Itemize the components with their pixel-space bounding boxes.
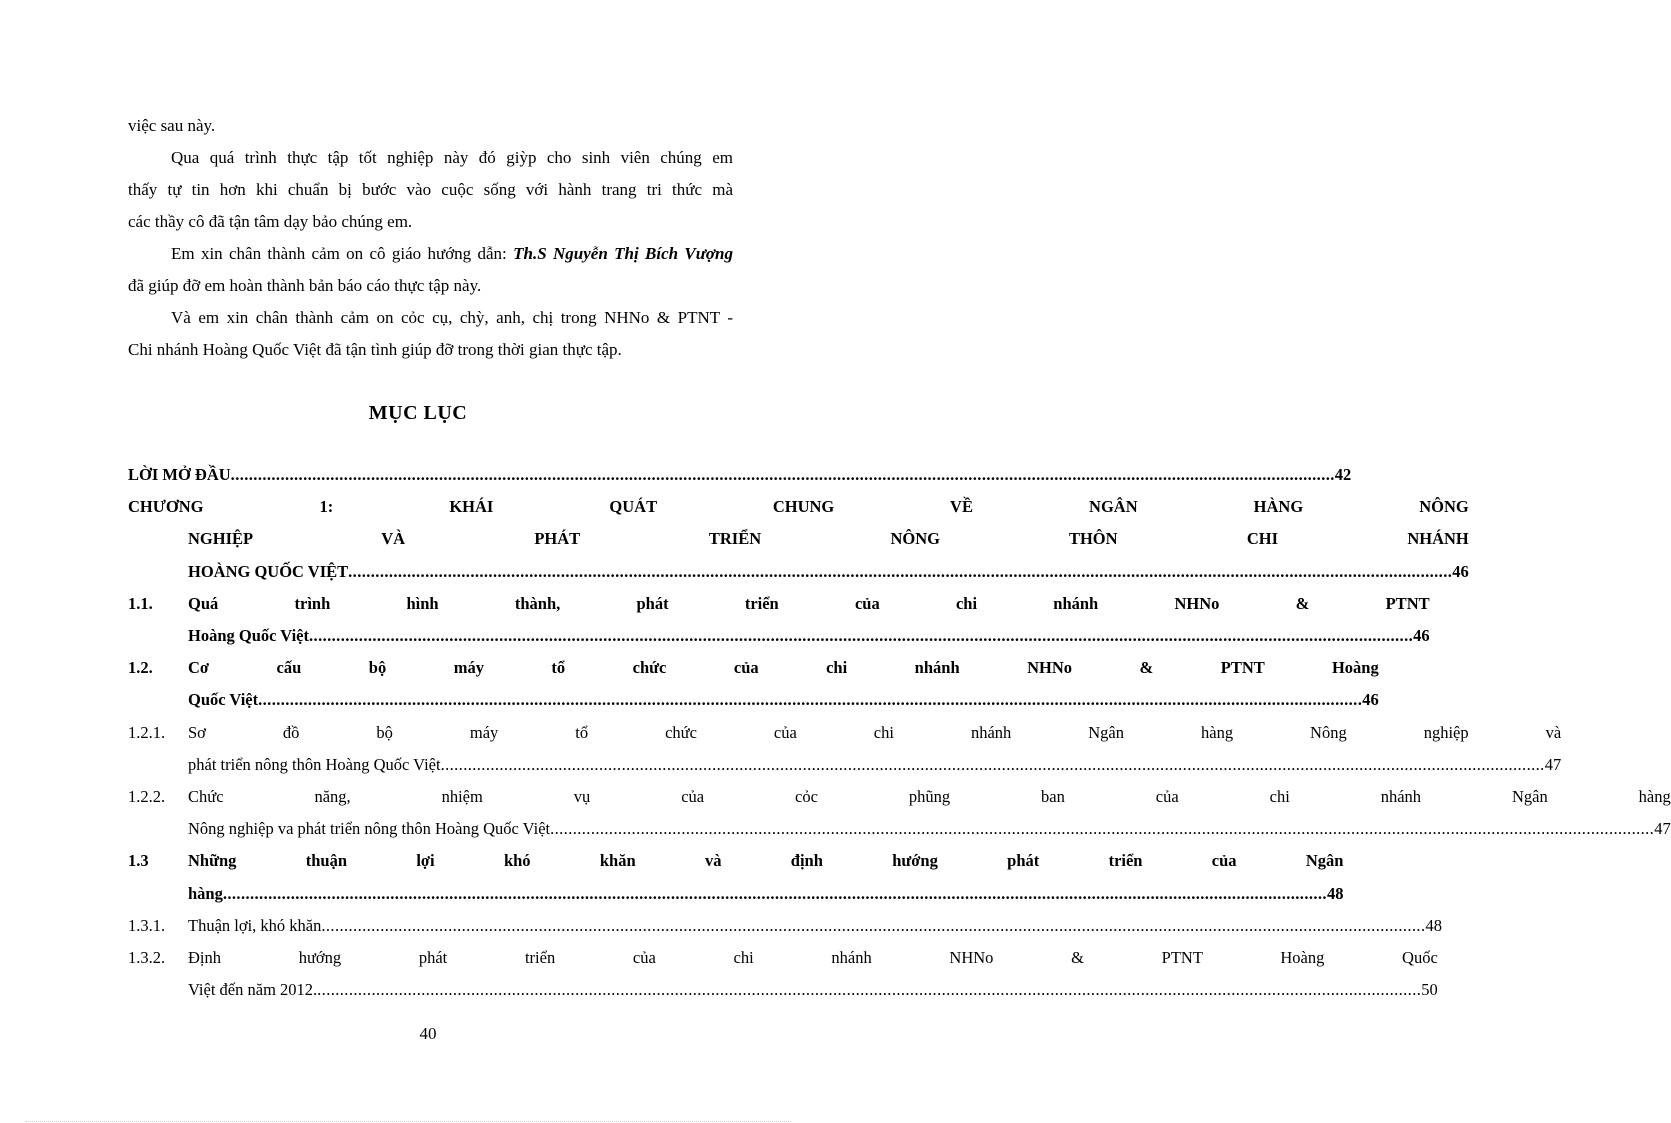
toc-entry-intro[interactable]	[128, 459, 1352, 491]
page-number: 40	[419, 1024, 437, 1043]
paragraph-continuation: việc sau này.	[128, 116, 216, 135]
toc-entry-1-1[interactable]	[128, 588, 1430, 652]
toc-entry-title: Định hướng phát triển của chi nhánh NHNo & PTNT Hoàng Quốc	[188, 948, 1438, 968]
toc-entry-title: CHƯƠNG 1: KHÁI QUÁT CHUNG VỀ NGÂN HÀNG NÔNG	[128, 497, 1469, 517]
toc-leader-dots	[441, 749, 1545, 781]
toc-entry-chapter-1[interactable]	[128, 491, 1469, 588]
toc-section-number: 1.1.	[128, 593, 153, 613]
toc-page-number: 46	[1362, 690, 1379, 710]
toc-entry-1-2-2[interactable]	[128, 781, 1671, 845]
toc-entry-title: Sơ đồ bộ máy tổ chức của chi nhánh Ngân hàng Nông nghiệp và	[188, 722, 1562, 742]
toc-entry-title: phát triển nông thôn Hoàng Quốc Việt	[188, 754, 441, 774]
toc-entry-title: hàng	[188, 883, 223, 903]
paragraph-line: các thầy cô đã tận tâm dạy bảo chúng em.	[128, 212, 413, 231]
toc-entry-1-2[interactable]	[128, 652, 1379, 716]
paragraph-line: đã giúp đỡ em hoàn thành bản báo cáo thực tập này.	[128, 276, 482, 295]
toc-leader-dots	[223, 878, 1327, 910]
paragraph-line	[128, 238, 733, 270]
toc-page-number: 46	[1452, 561, 1469, 581]
toc-entry-title: Cơ cấu bộ máy tổ chức của chi nhánh NHNo & PTNT Hoàng	[188, 658, 1379, 678]
toc-leader-dots	[321, 910, 1425, 942]
toc-page-number: 46	[1413, 626, 1430, 646]
toc-entry-title: Quá trình hình thành, phát triển của chi nhánh NHNo & PTNT	[188, 593, 1430, 613]
toc-page-number: 50	[1421, 980, 1438, 1000]
toc-page-number: 47	[1654, 819, 1671, 839]
toc-entry-1-3-1[interactable]	[128, 910, 1442, 942]
toc-entry-title: Thuận lợi, khó khăn	[188, 915, 322, 935]
paragraph-line: Và em xin chân thành cảm on cỏc cụ, chỳ, anh, chị trong NHNo & PTNT -	[171, 308, 733, 327]
toc-entry-1-3-2[interactable]	[128, 942, 1438, 1006]
toc-section-number: 1.2.	[128, 658, 153, 678]
acknowledgement-text	[128, 110, 733, 366]
toc-page-number: 48	[1326, 883, 1344, 903]
paragraph-line: Chi nhánh Hoàng Quốc Việt đã tận tình giúp đỡ trong thời gian thực tập.	[128, 340, 622, 359]
toc-leader-dots	[231, 459, 1335, 491]
toc-entry-title: Quốc Việt	[188, 690, 259, 710]
toc-page-number: 47	[1544, 754, 1562, 774]
toc-entry-title: LỜI MỞ ĐẦU	[128, 465, 231, 484]
thanks-text: Em xin chân thành cảm on cô giáo hướng dẫn:	[171, 244, 514, 263]
paragraph-line: thấy tự tin hơn khi chuẩn bị bước vào cuộc sống với hành trang tri thức mà	[128, 180, 733, 199]
toc-leader-dots	[309, 620, 1413, 652]
toc-entry-title: HOÀNG QUỐC VIỆT	[188, 561, 349, 581]
toc-leader-dots	[317, 974, 1421, 1006]
toc-section-number: 1.3	[128, 851, 149, 871]
toc-entry-title: Việt đến năm 2012.	[188, 980, 318, 1000]
toc-section-number: 1.3.1.	[128, 915, 166, 935]
toc-entry-title: Những thuận lợi khó khăn và định hướng phát triển của Ngân	[188, 851, 1344, 871]
toc-section-number: 1.2.2.	[128, 787, 166, 807]
toc-entry-1-2-1[interactable]	[128, 717, 1562, 781]
toc-section-number: 1.3.2.	[128, 948, 166, 968]
toc-title: MỤC LỤC	[368, 402, 468, 424]
toc-entry-title: Nông nghiệp va phát triển nông thôn Hoàng Quốc Việt	[188, 819, 551, 839]
advisor-name: Th.S Nguyễn Thị Bích Vượng	[513, 244, 734, 263]
toc-entry-title: Hoàng Quốc Việt	[188, 626, 310, 646]
toc-entry-title: NGHIỆP VÀ PHÁT TRIỂN NÔNG THÔN CHI NHÁNH	[188, 529, 1469, 549]
toc-section-number: 1.2.1.	[128, 722, 166, 742]
table-of-contents	[128, 459, 1671, 1006]
page-bottom-divider	[25, 1121, 791, 1122]
toc-entry-title: Chức năng, nhiệm vụ của cỏc phũng ban của chi nhánh Ngân hàng	[188, 787, 1671, 807]
toc-page-number: 48	[1425, 915, 1442, 935]
toc-leader-dots	[348, 556, 1452, 588]
toc-leader-dots	[550, 813, 1654, 845]
toc-entry-1-3[interactable]	[128, 845, 1344, 909]
paragraph-line: Qua quá trình thực tập tốt nghiệp này đó giỳp cho sinh viên chúng em	[171, 148, 733, 167]
toc-page-number: 42	[1334, 465, 1352, 484]
toc-leader-dots	[258, 684, 1362, 716]
